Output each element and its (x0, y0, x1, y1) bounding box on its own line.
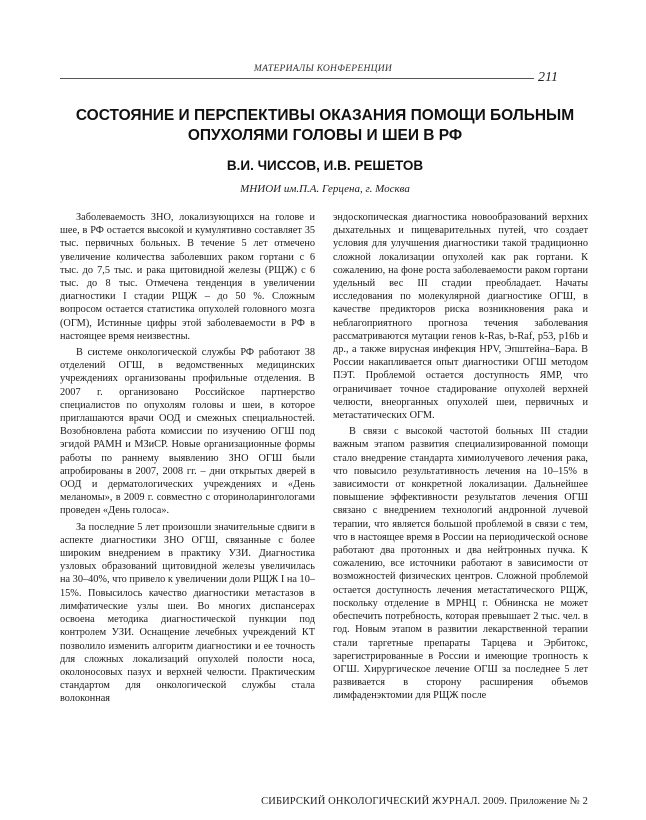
article-title: СОСТОЯНИЕ И ПЕРСПЕКТИВЫ ОКАЗАНИЯ ПОМОЩИ БОЛЬНЫМ ОПУХОЛЯМИ ГОЛОВЫ И ШЕИ В РФ (75, 107, 575, 144)
running-header: МАТЕРИАЛЫ КОНФЕРЕНЦИИ (253, 64, 393, 74)
article-authors: В.И. ЧИССОВ, И.В. РЕШЕТОВ (226, 158, 424, 173)
paragraph: В системе онкологической службы РФ работают 38 отделений ОГШ, в ведомственных медицинских учреждениях организованы профильные отделения. В 2007 г. организовано Российское партнерство специалистов по опухолям головы и шеи, в которое приглашаются врачи ООД и смежных специальностей. Возобновлена работа комиссии по изучению ОГШ под эгидой РАМН и МЗиСР. Новые организационные формы работы по раннему выявлению ЗНО ОГШ были апробированы в 2007, 2008 гг. – дни открытых дверей в ООД и дерматологических учреждениях и «День меланомы», в 2009 г. совместно с оториноларингологами проведен «День голоса». (60, 347, 315, 517)
paragraph: эндоскопическая диагностика новообразований верхних дыхательных и пищеварительных путей, что создает условия для улучшения диагностики такой традиционно сложной локализации опухолей как рак гортани. К сожалению, на фоне роста заболеваемости раком гортани удельный вес III стадии преобладает. Начаты исследования по молекулярной диагностике ОГШ, в качестве предикторов риска возникновения рака и неблагоприятного прогноза течения заболевания рассматриваются мутации генов k-Ras, b-Raf, p53, p16b и др., а также вирусная инфекция HPV, Эпштейна–Бара. В России накапливается опыт диагностики ОГШ методом ПЭТ. Проблемой остается доступность ЯМР, что ограничивает точное стадирование опухолей верхней челюсти, внеорганных опухолей шеи, первичных и метастатических ОГМ. (333, 212, 588, 422)
article-affiliation: МНИОИ им.П.А. Герцена, г. Москва (240, 183, 410, 195)
header-rule (60, 78, 534, 79)
paragraph: Заболеваемость ЗНО, локализующихся на голове и шее, в РФ остается высокой и кумулятивно составляет 35 тыс. первичных больных. В течение 5 лет отмечено увеличение количества заболевших раком гортани с 6 тыс. до 7,5 тыс. и рака щитовидной железы (РЩЖ) с 6 тыс. до 8 тыс. Отмечена тенденция в увеличении диагностики I стадии РЩЖ – до 50 %. Сложным вопросом остается статистика опухолей головного мозга (ОГМ), Истинные цифры этой заболеваемости в РФ в настоящее время неизвестны. (60, 212, 315, 342)
page-number: 211 (538, 70, 558, 85)
right-column (333, 211, 588, 703)
left-column (60, 211, 315, 706)
paragraph: За последние 5 лет произошли значительные сдвиги в аспекте диагностики ЗНО ОГШ, связанные с более широким внедрением в практику УЗИ. Диагностика узловых образований щитовидной железы увеличилась на 30–40%, что привело к увеличении доли РЩЖ I на 10–15%. Повысилось качество диагностики метастазов в лимфатические узлы шеи. Во многих диспансерах освоена методика диагностической пункции под контролем УЗИ. Оснащение лечебных учреждений КТ позволило изменить алгоритм диагностики и ее точность для сложных локализаций опухолей полости носа, околоносовых пазух и верхней челюсти. Практическим стандартом для онкологической службы стала волоконная (60, 521, 315, 705)
journal-footer: СИБИРСКИЙ ОНКОЛОГИЧЕСКИЙ ЖУРНАЛ. 2009. Приложение № 2 (261, 796, 588, 807)
paragraph: В связи с высокой частотой больных III стадии важным этапом развития специализированной помощи стало внедрение стандарта химиолучевого лечения рака, что повысило результативность лечения на 10–15% в зависимости от конкретной локализации. Дальнейшее повышение эффективности результатов лечения ОГШ связано с внедрением технологий андронной лучевой терапии, что является большой проблемой в связи с тем, что в настоящее время в России на периодической основе работают два протонных и два нейтронных пучка. К сожалению, все источники работают в зависимости от возможностей физических центров. Сложной проблемой остается доступность лечения метастатического РЩЖ, поскольку отделение в МРНЦ г. Обнинска не может обеспечить потребность, которая превышает 2 тыс. чел. в год. Новым этапом в развитии лекарственной терапии стали таргетные препараты Тарцева и Эрбитокс, зарегистрированные в России и имеющие тропность к ОГШ. Хирургическое лечение ОГШ за последнее 5 лет развивается в сторону расширения объемов лимфаденэктомии для РЩЖ после (333, 426, 588, 702)
